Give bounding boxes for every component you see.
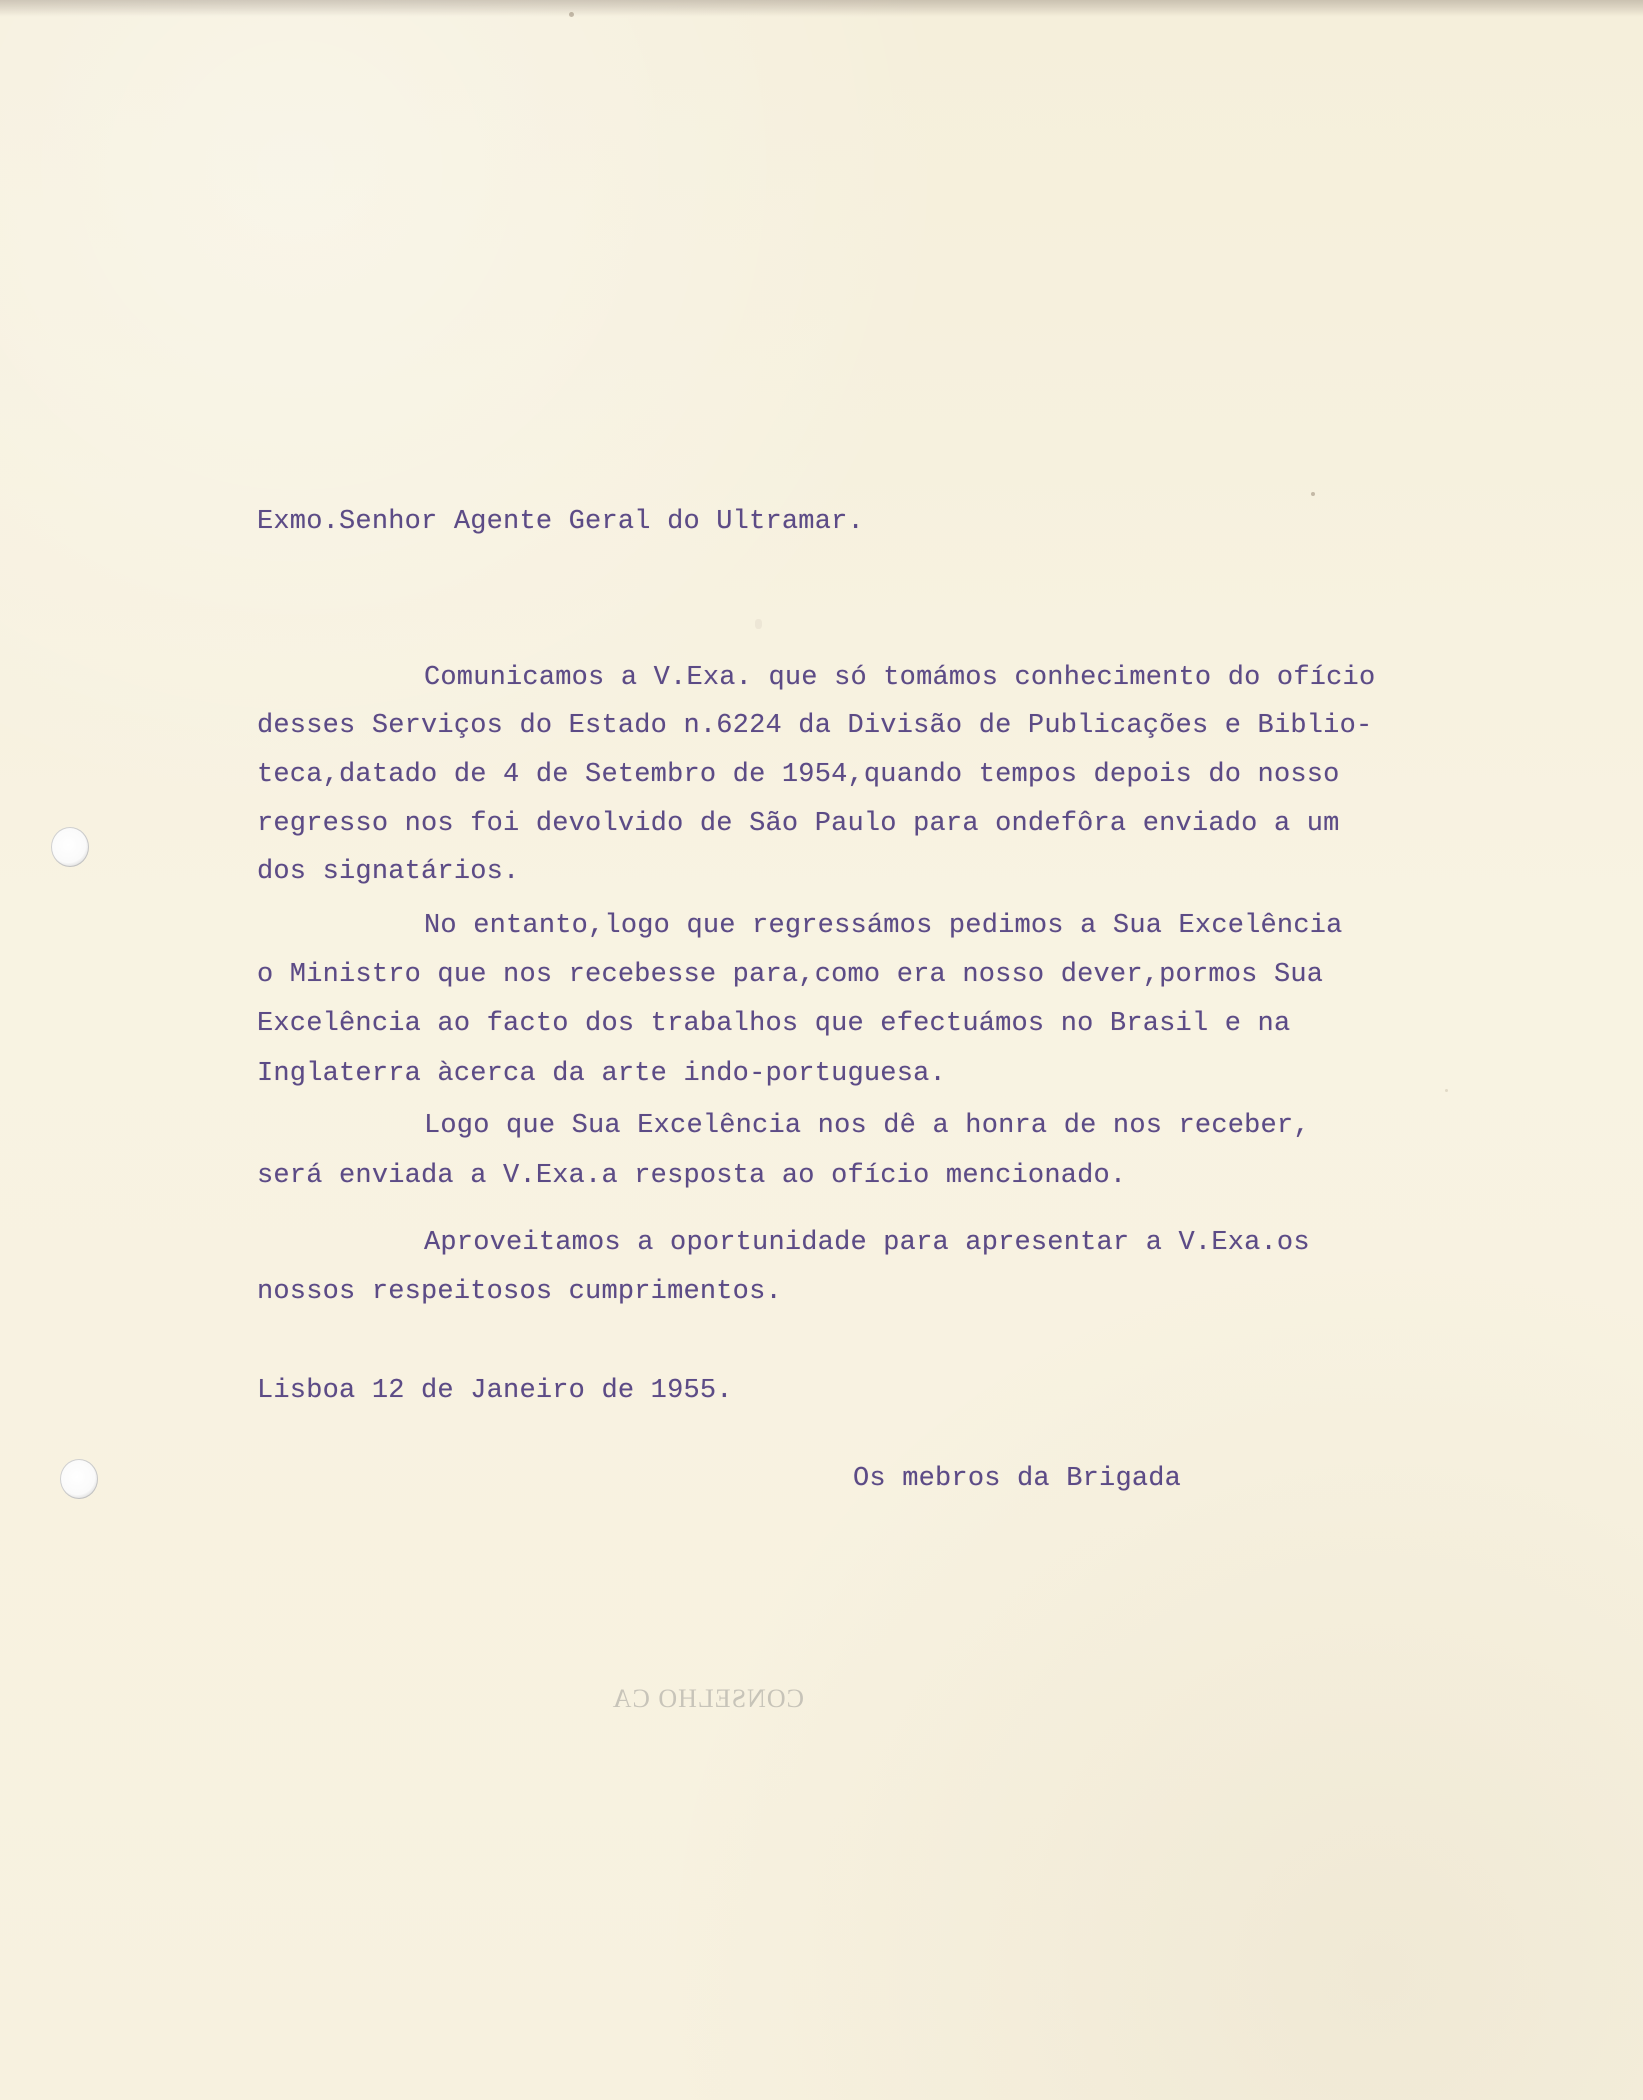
paragraph-line: teca,datado de 4 de Setembro de 1954,quando tempos depois do nosso bbox=[257, 760, 1340, 790]
paragraph-line: Logo que Sua Excelência nos dê a honra de nos receber, bbox=[424, 1111, 1310, 1141]
paragraph-line: o Ministro que nos recebesse para,como era nosso dever,pormos Sua bbox=[257, 960, 1324, 990]
paper-speck bbox=[569, 12, 574, 17]
paragraph-line: Aproveitamos a oportunidade para apresentar a V.Exa.os bbox=[424, 1228, 1310, 1258]
paper-speck bbox=[1311, 492, 1315, 496]
paragraph-line: Comunicamos a V.Exa. que só tomámos conhecimento do ofício bbox=[424, 663, 1376, 693]
paper-speck bbox=[1445, 1089, 1448, 1092]
paragraph-line: regresso nos foi devolvido de São Paulo para ondefôra enviado a um bbox=[257, 809, 1340, 839]
top-edge-shadow bbox=[0, 0, 1643, 16]
paragraph-line: Excelência ao facto dos trabalhos que efectuámos no Brasil e na bbox=[257, 1009, 1291, 1039]
punch-hole bbox=[51, 827, 89, 867]
paragraph-line: nossos respeitosos cumprimentos. bbox=[257, 1277, 782, 1307]
paragraph-line: No entanto,logo que regressámos pedimos a Sua Excelência bbox=[424, 911, 1343, 941]
paragraph-line: Inglaterra àcerca da arte indo-portuguesa. bbox=[257, 1059, 946, 1089]
faint-stamp: CONSELHO CA bbox=[611, 1684, 804, 1713]
paragraph-line: dos signatários. bbox=[257, 857, 520, 887]
paragraph-line: desses Serviços do Estado n.6224 da Divisão de Publicações e Biblio- bbox=[257, 711, 1373, 741]
salutation-line: Exmo.Senhor Agente Geral do Ultramar. bbox=[257, 507, 864, 537]
punch-hole bbox=[60, 1459, 98, 1499]
paper-speck bbox=[755, 619, 762, 629]
paragraph-line: será enviada a V.Exa.a resposta ao ofício mencionado. bbox=[257, 1161, 1127, 1191]
date-line: Lisboa 12 de Janeiro de 1955. bbox=[257, 1376, 733, 1406]
signature-line: Os mebros da Brigada bbox=[853, 1464, 1182, 1494]
